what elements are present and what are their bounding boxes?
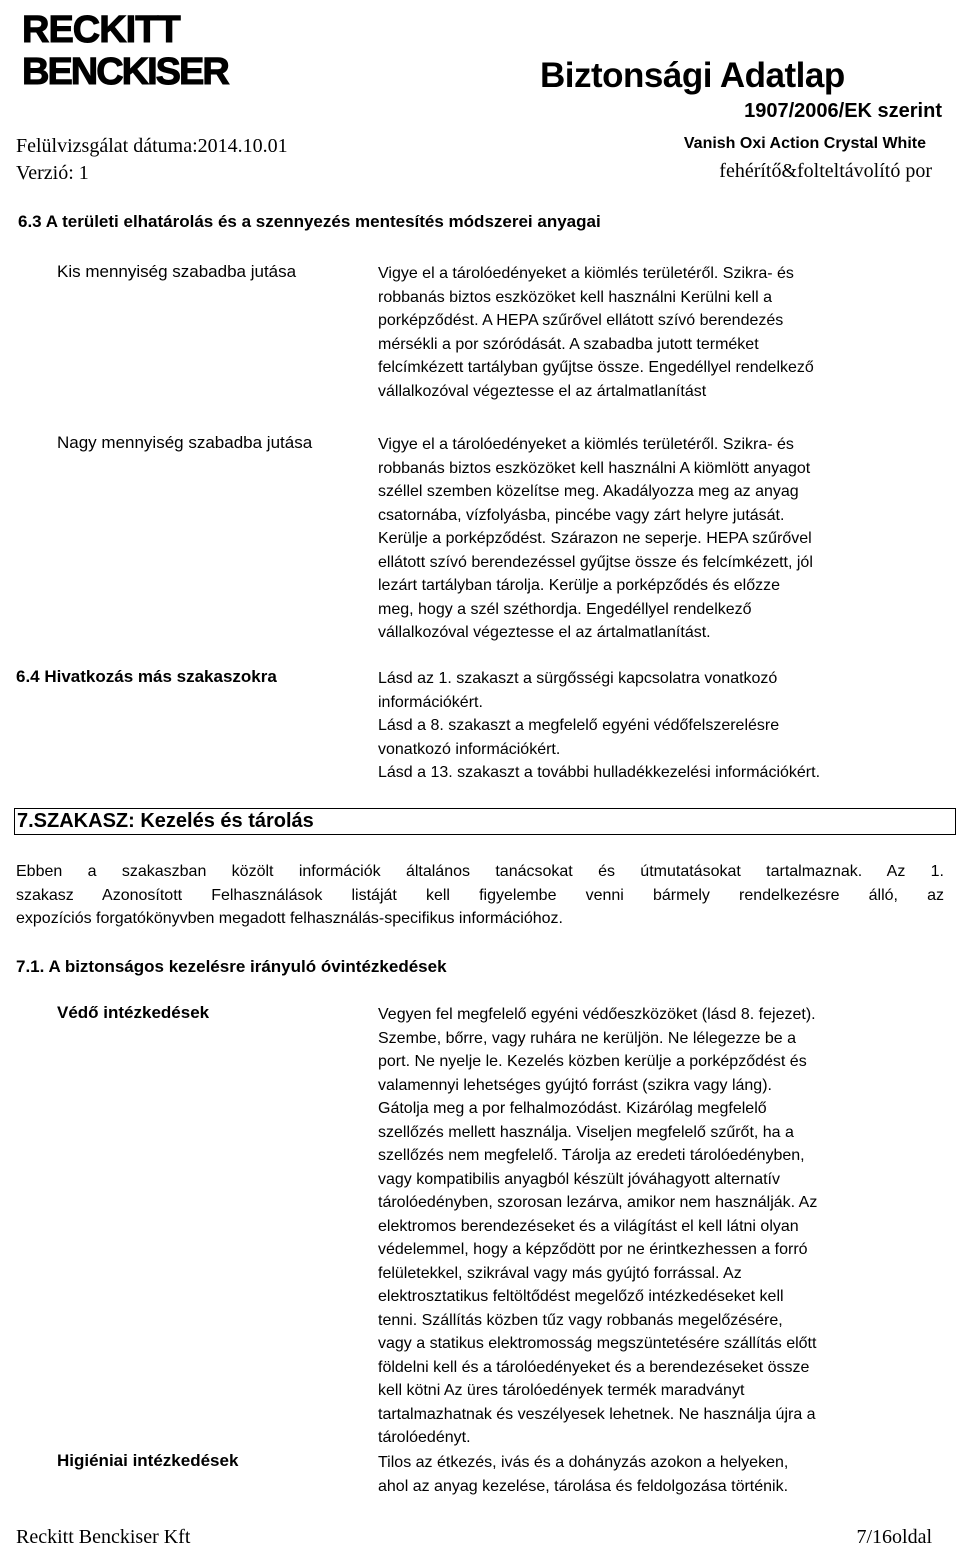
text-line: robbanás biztos eszközöket kell használni A kiömlött anyagot [378,459,811,477]
section-6-4-text [378,667,820,785]
hygiene-measures-label: Higiéniai intézkedések [57,1451,239,1470]
section-7-1-heading: 7.1. A biztonságos kezelésre irányuló óvintézkedések [16,957,447,976]
text-line: Lásd a 13. szakaszt a további hulladékkezelési információkért. [378,764,821,781]
text-line: Vigye el a tárolóedényeket a kiömlés területéről. Szikra- és [378,436,794,453]
text-line: porképződést. A HEPA szűrővel ellátott szívó berendezés [378,312,784,329]
hygiene-measures-text [378,1451,788,1498]
protective-measures-label: Védő intézkedések [57,1003,210,1022]
text-line: tárolóedényt. [378,1429,471,1446]
text-line: lezárt tartályban tárolja. Kerülje a porképződés és előzze [378,577,780,594]
section-7-intro [16,860,944,931]
text-line: védelemmel, hogy a képződött por ne érintkezhessen a forró [378,1241,808,1258]
protective-measures-text [378,1003,817,1450]
section-7-title: 7.SZAKASZ: Kezelés és tárolás [17,810,314,832]
text-line: felületekkel, szikrával vagy más gyújtó forrással. Az [378,1264,742,1282]
logo-line2: BENCKISER [22,51,228,88]
section-6-4-label: 6.4 Hivatkozás más szakaszokra [16,667,277,686]
text-line: Vegyen fel megfelelő egyéni védőeszközöket (lásd 8. fejezet). [378,1006,816,1023]
text-line: tenni. Szállítás közben tűz vagy robbanás megelőzésére, [378,1311,783,1329]
text-line: Lásd a 8. szakaszt a megfelelő egyéni védőfelszerelésre [378,717,780,734]
text-line: szakasz Azonosított Felhasználások listáját kell figyelembe venni bármely rendelkezésre álló, az [16,886,944,904]
text-line: vonatkozó információkért. [378,740,561,758]
large-spill-label: Nagy mennyiség szabadba jutása [57,433,313,452]
text-line: vállalkozóval végeztesse el az ártalmatlanítást. [378,624,711,641]
text-line: Ebben a szakaszban közölt információk általános tanácsokat és útmutatásokat tartalmaznak. Az 1. [16,863,944,880]
text-line: szellőzés nem megfelelő. Tárolja az eredeti tárolóedényben, [378,1147,805,1164]
text-line: port. Ne nyelje le. Kezelés közben kerülje a porképződést és [378,1053,807,1070]
section-6-3-heading: 6.3 A területi elhatárolás és a szennyezés mentesítés módszerei anyagai [18,212,601,231]
text-line: elektromos berendezéseket és a világítást el kell látni olyan [378,1217,799,1235]
text-line: valamennyi lehetséges gyújtó forrást (szikra vagy láng). [378,1076,772,1094]
text-line: tartalmazhatnak és veszélyesek lehetnek. Ne használja újra a [378,1405,816,1423]
text-line: tárolóedényben, szorosan lezárva, amikor nem használják. Az [378,1194,818,1211]
text-line: Tilos az étkezés, ivás és a dohányzás azokon a helyeken, [378,1454,789,1471]
text-line: ahol az anyag kezelése, tárolása és feldolgozása történik. [378,1477,789,1495]
text-line: vállalkozóval végeztesse el az ártalmatlanítást [378,382,707,400]
text-line: felcímkézett tartályban gyűjtse össze. Engedéllyel rendelkező [378,359,814,376]
text-line: mérsékli a por szóródását. A szabadba jutott terméket [378,335,759,353]
text-line: ellátott szívó berendezéssel gyűjtse össze és felcímkézett, jól [378,553,813,571]
document-title: Biztonsági Adatlap [540,56,845,95]
text-line: információkért. [378,693,483,711]
text-line: robbanás biztos eszközöket kell használni Kerülni kell a [378,288,772,306]
revision-date: Felülvizsgálat dátuma:2014.10.01 [16,135,288,157]
version-label: Verzió: 1 [16,162,89,184]
text-line: Lásd az 1. szakaszt a sürgősségi kapcsolatra vonatkozó [378,670,778,687]
footer-company: Reckitt Benckiser Kft [16,1526,191,1548]
text-line: vagy a statikus elektromosság megszüntetésére szállítás előtt [378,1335,817,1352]
product-type: fehérítő&folteltávolító por [719,160,932,182]
text-line: vagy kompatibilis anyagból készült jóváhagyott alternatív [378,1170,780,1188]
section-7-header-box [14,808,956,835]
small-spill-label: Kis mennyiség szabadba jutása [57,262,297,281]
text-line: csatornába, vízfolyásba, pincébe vagy zárt helyre jutását. [378,506,785,524]
reckitt-benckiser-logo [20,6,250,88]
small-spill-text [378,262,814,403]
text-line: kell kötni Az üres tárolóedények termék maradványt [378,1382,745,1399]
text-line: elektrosztatikus feltöltődést megelőző intézkedéseket kell [378,1288,784,1305]
product-name: Vanish Oxi Action Crystal White [683,135,926,152]
text-line: Vigye el a tárolóedényeket a kiömlés területéről. Szikra- és [378,265,794,282]
text-line: széllel szemben közelítse meg. Akadályozza meg az anyag [378,483,799,500]
text-line: Szembe, bőrre, vagy ruhára ne kerüljön. Ne lélegezze be a [378,1029,797,1047]
text-line: expozíciós forgatókönyvben megadott felhasználás-specifikus információhoz. [16,910,563,927]
text-line: Gátolja meg a por felhalmozódást. Kizárólag megfelelő [378,1100,767,1117]
footer-page-number: 7/16oldal [856,1526,932,1548]
text-line: meg, hogy a szél széthordja. Engedéllyel rendelkező [378,600,752,618]
regulation-reference: 1907/2006/EK szerint [744,100,942,122]
text-line: földelni kell és a tárolóedényeket és a berendezéseket össze [378,1358,810,1376]
text-line: Kerülje a porképződést. Szárazon ne seperje. HEPA szűrővel [378,530,812,547]
logo-line1: RECKITT [22,9,180,51]
large-spill-text [378,433,813,645]
text-line: szellőzés mellett használja. Viseljen megfelelő szűrőt, ha a [378,1123,794,1141]
